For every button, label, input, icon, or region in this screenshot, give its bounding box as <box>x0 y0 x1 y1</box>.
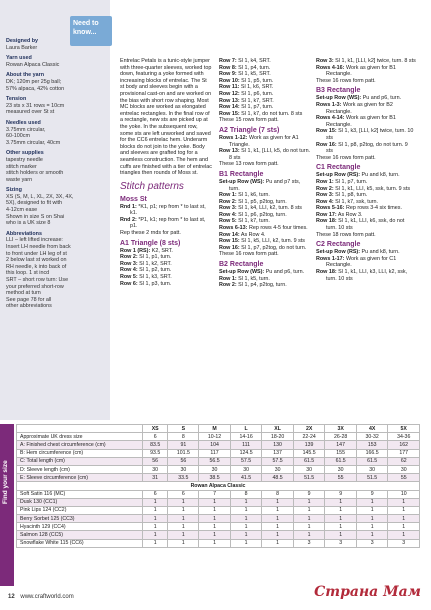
table-cell: 48.5 <box>262 474 294 482</box>
pattern-row: Row 7: Sl 1, k4, SRT. <box>219 58 271 64</box>
table-row <box>17 465 420 473</box>
table-cell: 30 <box>143 465 168 473</box>
table-cell: 177 <box>388 449 420 457</box>
table-cell: 111 <box>230 441 262 449</box>
size-header: S <box>168 425 199 433</box>
table-row <box>17 506 420 514</box>
table-cell: 26-28 <box>325 433 357 441</box>
pattern-row: Set-up Row (WS): Pu and p7 sts, turn. <box>219 178 301 192</box>
table-cell: 1 <box>293 531 325 539</box>
table-cell: 1 <box>325 498 357 506</box>
pattern-row: These 16 rows form patt. <box>316 154 376 161</box>
table-cell: 1 <box>199 523 231 531</box>
table-cell: 147 <box>325 441 357 449</box>
table-cell: 57.5 <box>262 457 294 465</box>
b3-rows <box>316 95 416 161</box>
pattern-row: Row 5: Sl 1, k3, SRT. <box>120 274 172 281</box>
pattern-row: Set-up Row (RS): Pu and k8, turn. <box>316 249 400 256</box>
table-cell: 1 <box>143 515 168 523</box>
site-url: www.craftworld.com <box>20 594 74 600</box>
sidebar-text: Laura Barker <box>6 44 38 51</box>
pattern-row: Rnd 1: *K1, p1; rep from * to last st, k1. <box>120 203 206 217</box>
table-cell: 1 <box>325 506 357 514</box>
table-row <box>17 498 420 506</box>
table-cell: 1 <box>293 523 325 531</box>
table-cell: 30 <box>199 465 231 473</box>
pattern-row: Row 13: Sl 1, k1, [LLI, k5, do not turn. 8 sts <box>219 148 311 161</box>
table-row <box>17 515 420 523</box>
table-cell: 9 <box>356 490 388 498</box>
sidebar-block <box>6 55 108 68</box>
table-cell: 101.5 <box>168 449 199 457</box>
pattern-row: Row 16: Sl 1, p7, p2tog, do not turn. <box>219 244 307 251</box>
sidebar-block <box>6 187 108 227</box>
table-cell: 1 <box>388 515 420 523</box>
row-label: B: Hem circumference (cm) <box>17 449 143 457</box>
sidebar-text: 23 sts x 31 rows = 10cm measured over St st <box>6 102 65 116</box>
row-label: C: Total length (cm) <box>17 457 143 465</box>
table-cell: 91 <box>168 441 199 449</box>
b2-rectangle-heading: B2 Rectangle <box>219 261 264 269</box>
table-cell: 1 <box>143 506 168 514</box>
table-cell: 22-24 <box>293 433 325 441</box>
stitch-patterns-heading: Stitch patterns <box>120 180 184 192</box>
row-label: E: Sleeve circumference (cm) <box>17 474 143 482</box>
table-cell: 1 <box>230 539 262 547</box>
c2-rows <box>316 249 416 282</box>
pattern-row: Row 3: Sl 1, k4, LLI, k2, turn. 8 sts <box>219 205 302 212</box>
table-row <box>17 433 420 441</box>
sidebar-heading: Yarn used <box>6 55 32 62</box>
table-cell: 3 <box>325 539 357 547</box>
table-cell: 62 <box>388 457 420 465</box>
b2-rows <box>219 269 311 289</box>
table-cell: 1 <box>168 498 199 506</box>
size-table <box>16 424 420 548</box>
pattern-row: Row 14: As Row 4. <box>219 231 266 238</box>
b1-rows <box>219 179 311 258</box>
pattern-row: Row 2: Sl 1, k1, LLI, k5, ssk, turn. 9 sts <box>316 185 411 192</box>
table-cell: 8 <box>168 433 199 441</box>
table-cell: 139 <box>293 441 325 449</box>
pattern-row: Row 12: Sl 1, p6, turn. <box>219 90 274 97</box>
a1-rows <box>120 248 212 288</box>
table-cell: 1 <box>262 523 294 531</box>
need-to-know-badge: Need to know... <box>70 16 112 46</box>
table-cell: 104 <box>199 441 231 449</box>
table-cell: 34-36 <box>388 433 420 441</box>
pattern-row: Rows 1-12: Work as given for A1 Triangle. <box>219 134 299 148</box>
pattern-row: Row 2: Sl 1, p5, p2tog, turn. <box>219 198 287 205</box>
pattern-row: Rnd 2: *P1, k1; rep from * to last st, p1. <box>120 216 206 230</box>
pattern-row: Row 5: Sl 1, k7, turn. <box>219 218 270 225</box>
pattern-row: These 13 rows form patt. <box>219 161 279 168</box>
size-header: 2X <box>293 425 325 433</box>
pattern-row: Row 18: Sl 1, k1, LLI, k3, LLI, k2, ssk, turn. 10 sts <box>316 269 408 282</box>
table-cell: 3 <box>293 539 325 547</box>
table-cell: 1 <box>388 498 420 506</box>
pattern-row: Row 8: Sl 1, p4, turn. <box>219 64 271 71</box>
watermark-logo: Страна Мам <box>314 584 421 600</box>
size-header: 3X <box>325 425 357 433</box>
pattern-row: Row 1 (RS): K2, SRT. <box>120 247 173 254</box>
sidebar-heading: Needles used <box>6 119 41 126</box>
table-cell: 30 <box>230 465 262 473</box>
table-cell: 30 <box>168 465 199 473</box>
row-label: Approximate UK dress size <box>17 433 143 441</box>
sidebar-block <box>6 231 108 310</box>
table-cell: 1 <box>199 539 231 547</box>
table-cell: 51.5 <box>293 474 325 482</box>
pattern-row: Rows 4-16: Work as given for B1 Rectangle. <box>316 64 396 78</box>
sidebar-text: tapestry needle stitch marker stitch holders or smooth waste yarn <box>6 156 64 183</box>
table-cell: 1 <box>230 531 262 539</box>
row-label: Dusk 130 (CC1) <box>17 498 143 506</box>
table-cell: 30 <box>325 465 357 473</box>
table-cell: 1 <box>199 498 231 506</box>
table-cell: 1 <box>356 523 388 531</box>
table-cell: 1 <box>356 515 388 523</box>
table-cell: 1 <box>230 506 262 514</box>
pattern-row: Rows 5-16: Rep rows 3-4 six times. <box>316 205 402 212</box>
find-your-size-label: Find your size <box>2 460 9 504</box>
table-cell: 1 <box>262 498 294 506</box>
pattern-row: Row 4: Sl 1, k7, ssk, turn. <box>316 198 379 205</box>
pattern-row: Row 15: Sl 1, k7, do not turn. 8 sts <box>219 110 303 117</box>
table-cell: 61.5 <box>325 457 357 465</box>
pattern-row: Row 16: Sl 1, p8, p2tog, do not turn. 9 sts <box>316 141 408 155</box>
b3-rectangle-heading: B3 Rectangle <box>316 87 361 95</box>
table-row <box>17 490 420 498</box>
table-cell: 61.5 <box>293 457 325 465</box>
pattern-row: Row 11: Sl 1, k6, SRT. <box>219 84 274 91</box>
a1-rows-continued <box>219 58 311 124</box>
sidebar-heading: Other supplies <box>6 150 44 157</box>
pattern-row: Row 6: Sl 1, p3, turn. <box>120 280 172 287</box>
table-cell: 1 <box>199 506 231 514</box>
row-label: Berry Sorbet 125 (CC3) <box>17 515 143 523</box>
pattern-row: Row 1: Sl 1, k6, turn. <box>219 192 270 199</box>
table-cell: 145.5 <box>293 449 325 457</box>
row-label: Salmon 128 (CC5) <box>17 531 143 539</box>
size-table-grid <box>16 424 420 548</box>
sidebar-heading: Abbreviations <box>6 230 42 237</box>
table-cell: 117 <box>199 449 231 457</box>
sidebar-heading: About the yarn <box>6 72 45 79</box>
size-header: XS <box>143 425 168 433</box>
pattern-row: These 16 rows form patt. <box>219 251 279 258</box>
table-cell: 8 <box>230 490 262 498</box>
table-row <box>17 457 420 465</box>
table-cell: 8 <box>262 490 294 498</box>
pattern-row: Row 13: Sl 1, k7, SRT. <box>219 97 274 104</box>
pattern-row: Set-up Row (WS): Pu and p6, turn. <box>219 269 305 276</box>
column-3 <box>316 58 416 282</box>
table-cell: 153 <box>356 441 388 449</box>
table-cell: 3 <box>388 539 420 547</box>
table-cell: 1 <box>356 498 388 506</box>
table-cell: 7 <box>199 490 231 498</box>
row-label: Soft Satin 116 (MC) <box>17 490 143 498</box>
table-cell: 30 <box>293 465 325 473</box>
pattern-row: Row 1: Sl 1, p7, turn. <box>316 178 368 185</box>
moss-rows <box>120 204 212 237</box>
table-cell: 162 <box>388 441 420 449</box>
pattern-row: Rows 1-3: Work as given for B2 Rectangle. <box>316 101 393 115</box>
table-cell: 155 <box>325 449 357 457</box>
table-cell: 56 <box>168 457 199 465</box>
pattern-row: Row 15: Sl 1, k3, [LLI, k2] twice, turn. 10 sts <box>316 128 414 141</box>
table-cell: 1 <box>388 531 420 539</box>
row-label: Pink Lips 124 (CC2) <box>17 506 143 514</box>
row-label: D: Sleeve length (cm) <box>17 465 143 473</box>
sidebar-text: LLI – left lifted increase: Insert LH needle from back to front under LH leg of st 2 below last st worked on RH needle, k into back of this loop. 1 st incd SRT – short row turn: Use your preferred short-row method at turn See page 78 for all other abbreviations <box>6 237 71 310</box>
size-header: XL <box>262 425 294 433</box>
table-cell: 1 <box>168 531 199 539</box>
table-cell: 57.5 <box>230 457 262 465</box>
column-1 <box>120 58 212 287</box>
table-cell: 1 <box>168 523 199 531</box>
pattern-row: Row 3: Sl 1, k1, [LLI, k2] twice, turn. 8 sts <box>316 58 416 64</box>
pattern-row: These 15 rows form patt. <box>219 117 279 124</box>
pattern-row: Row 4: Sl 1, p2, turn. <box>120 267 172 274</box>
table-cell: 14-16 <box>230 433 262 441</box>
table-cell: 1 <box>293 498 325 506</box>
need-to-know-sidebar <box>0 0 110 420</box>
pattern-row: Row 2: Sl 1, p1, turn. <box>120 254 172 261</box>
table-header-row <box>17 425 420 433</box>
pattern-row: Row 14: Sl 1, p7, turn. <box>219 104 274 111</box>
table-cell: 1 <box>293 506 325 514</box>
table-cell: 10-12 <box>199 433 231 441</box>
pattern-row: Row 3: Sl 1, p8, turn. <box>316 192 368 199</box>
table-cell: 1 <box>325 515 357 523</box>
table-cell: 6 <box>143 490 168 498</box>
pattern-row: These 16 rows form patt. <box>316 77 376 84</box>
table-cell: 1 <box>168 515 199 523</box>
table-cell: 3 <box>356 539 388 547</box>
table-cell: 56 <box>143 457 168 465</box>
table-cell: 1 <box>356 531 388 539</box>
table-cell: 6 <box>143 433 168 441</box>
table-cell: 41.5 <box>230 474 262 482</box>
c1-rectangle-heading: C1 Rectangle <box>316 164 361 172</box>
pattern-row: Row 1: Sl 1, k5, turn. <box>219 275 270 282</box>
table-cell: 30 <box>262 465 294 473</box>
table-cell: 1 <box>293 515 325 523</box>
sidebar-block <box>6 72 108 92</box>
table-cell: 93.5 <box>143 449 168 457</box>
table-cell: 166.5 <box>356 449 388 457</box>
table-cell: 1 <box>168 506 199 514</box>
table-row <box>17 474 420 482</box>
table-row <box>17 523 420 531</box>
page-footer <box>8 594 74 600</box>
pattern-row: Row 2: Sl 1, p4, p2tog, turn. <box>219 282 287 289</box>
a2-triangle-heading: A2 Triangle (7 sts) <box>219 126 280 134</box>
row-label: Hyacinth 129 (CC4) <box>17 523 143 531</box>
size-header: L <box>230 425 262 433</box>
pattern-row: Rows 6-13: Rep rows 4-5 four times. <box>219 225 308 232</box>
sidebar-heading: Designed by <box>6 38 39 44</box>
table-cell: 10 <box>388 490 420 498</box>
table-cell: 1 <box>199 531 231 539</box>
pattern-row: Row 10: Sl 1, p5, turn. <box>219 77 274 84</box>
size-header: 5X <box>388 425 420 433</box>
sidebar-content <box>6 38 108 314</box>
c2-rectangle-heading: C2 Rectangle <box>316 241 361 249</box>
table-row <box>17 531 420 539</box>
sidebar-block <box>6 120 108 146</box>
table-cell: 30 <box>356 465 388 473</box>
column-2 <box>219 58 311 289</box>
table-row <box>17 539 420 547</box>
table-cell: 1 <box>388 523 420 531</box>
pattern-row: These 18 rows form patt. <box>316 231 376 238</box>
table-cell: 1 <box>262 531 294 539</box>
table-cell: 1 <box>143 498 168 506</box>
table-cell: 1 <box>199 515 231 523</box>
table-cell: 1 <box>143 539 168 547</box>
size-header: M <box>199 425 231 433</box>
table-cell: 1 <box>262 539 294 547</box>
sidebar-text: 3.75mm circular, 60-100cm 3.75mm circular, 40cm <box>6 126 61 146</box>
table-cell: 30-32 <box>356 433 388 441</box>
c1-rows <box>316 172 416 238</box>
table-cell: 6 <box>168 490 199 498</box>
pattern-row: Row 3: Sl 1, k2, SRT. <box>120 260 172 267</box>
table-cell: 56.5 <box>199 457 231 465</box>
pattern-row: Row 15: Sl 1, k5, LLI, k2, turn. 9 sts <box>219 238 305 245</box>
table-cell: 1 <box>230 523 262 531</box>
table-cell: 1 <box>325 531 357 539</box>
size-header: 4X <box>356 425 388 433</box>
table-cell: 31 <box>143 474 168 482</box>
moss-st-heading: Moss St <box>120 195 147 203</box>
table-corner-cell <box>17 425 143 433</box>
table-cell: 1 <box>356 506 388 514</box>
table-cell: 9 <box>325 490 357 498</box>
a2-rows <box>219 135 311 168</box>
table-row <box>17 441 420 449</box>
intro-text: Entrelac Petals is a tunic-style jumper with three-quarter sleeves, worked top down, featuring a yoke formed with increasing blocks of entrelac. The St st body and sleeves begin with a provisional cast-on and are worked on the bias with short row shaping. Most MC blocks are worked as elongated entrelac rectangles. In the final row of a rectangle, new sts are picked up at the yoke. In the subsequent row, some sts are left unworked and saved for the CC6 entrelac hem. Underarm blocks do not join to the yoke. Body and sleeves are grafted tog for a seamless construction. The hem and cuffs are finished with a tier of entrelac triangles then rounds of Moss st. <box>120 58 212 177</box>
yarn-subheader-row <box>17 482 420 490</box>
row-label: A: Finished chest circumference (cm) <box>17 441 143 449</box>
table-cell: 33.5 <box>168 474 199 482</box>
table-cell: 1 <box>262 506 294 514</box>
table-cell: 30 <box>388 465 420 473</box>
table-cell: 1 <box>388 506 420 514</box>
pattern-row: Row 9: Sl 1, k5, SRT. <box>219 71 271 78</box>
page-number: 12 <box>8 594 15 600</box>
sidebar-text: DK; 120m per 25g ball; 57% alpaca, 42% cotton <box>6 78 65 92</box>
sidebar-heading: Sizing <box>6 187 22 194</box>
table-cell: 1 <box>325 523 357 531</box>
table-cell: 51.5 <box>356 474 388 482</box>
table-cell: 38.5 <box>199 474 231 482</box>
table-cell: 9 <box>293 490 325 498</box>
sidebar-block <box>6 38 108 51</box>
sidebar-heading: Tension <box>6 96 27 103</box>
pattern-row: Set-up Row (WS): Pu and p6, turn. <box>316 95 402 102</box>
table-cell: 1 <box>230 498 262 506</box>
table-cell: 55 <box>325 474 357 482</box>
table-cell: 124.5 <box>230 449 262 457</box>
pattern-row: Row 18: Sl 1, k1, LLI, k6, ssk, do not turn. 10 sts <box>316 218 405 232</box>
find-your-size-tab <box>0 424 14 586</box>
pattern-row: Rows 1-17: Work as given for C1 Rectangle. <box>316 255 397 269</box>
pattern-row: Row 17: As Row 3. <box>316 211 363 218</box>
pattern-row: Set-up Row (RS): Pu and k8, turn. <box>316 172 400 179</box>
sidebar-text: Rowan Alpaca Classic <box>6 61 60 68</box>
table-cell: 55 <box>388 474 420 482</box>
row-label: Snowflake White 115 (CC6) <box>17 539 143 547</box>
yarn-subheader: Rowan Alpaca Classic <box>17 482 420 490</box>
table-cell: 1 <box>230 515 262 523</box>
table-cell: 137 <box>262 449 294 457</box>
pattern-row: Rows 4-14: Work as given for B1 Rectangle. <box>316 115 396 128</box>
table-cell: 1 <box>143 531 168 539</box>
pattern-row: Row 4: Sl 1, p6, p2tog, turn. <box>219 211 287 218</box>
table-cell: 61.5 <box>356 457 388 465</box>
table-cell: 1 <box>143 523 168 531</box>
table-cell: 83.5 <box>143 441 168 449</box>
table-cell: 18-20 <box>262 433 294 441</box>
a1-triangle-heading: A1 Triangle (8 sts) <box>120 239 181 247</box>
sidebar-block <box>6 96 108 116</box>
table-cell: 130 <box>262 441 294 449</box>
table-row <box>17 449 420 457</box>
table-cell: 1 <box>262 515 294 523</box>
pattern-row: Rep these 2 rnds for patt. <box>120 230 181 237</box>
table-cell: 1 <box>168 539 199 547</box>
b1-rectangle-heading: B1 Rectangle <box>219 170 264 178</box>
sidebar-block <box>6 150 108 183</box>
b2-rows-continued <box>316 58 416 84</box>
sidebar-text: XS (S, M, L, XL, 2X, 3X, 4X, 5X), designed to fit with 4-12cm ease Shown in size S on Shai who is a UK size 8 <box>6 193 74 227</box>
